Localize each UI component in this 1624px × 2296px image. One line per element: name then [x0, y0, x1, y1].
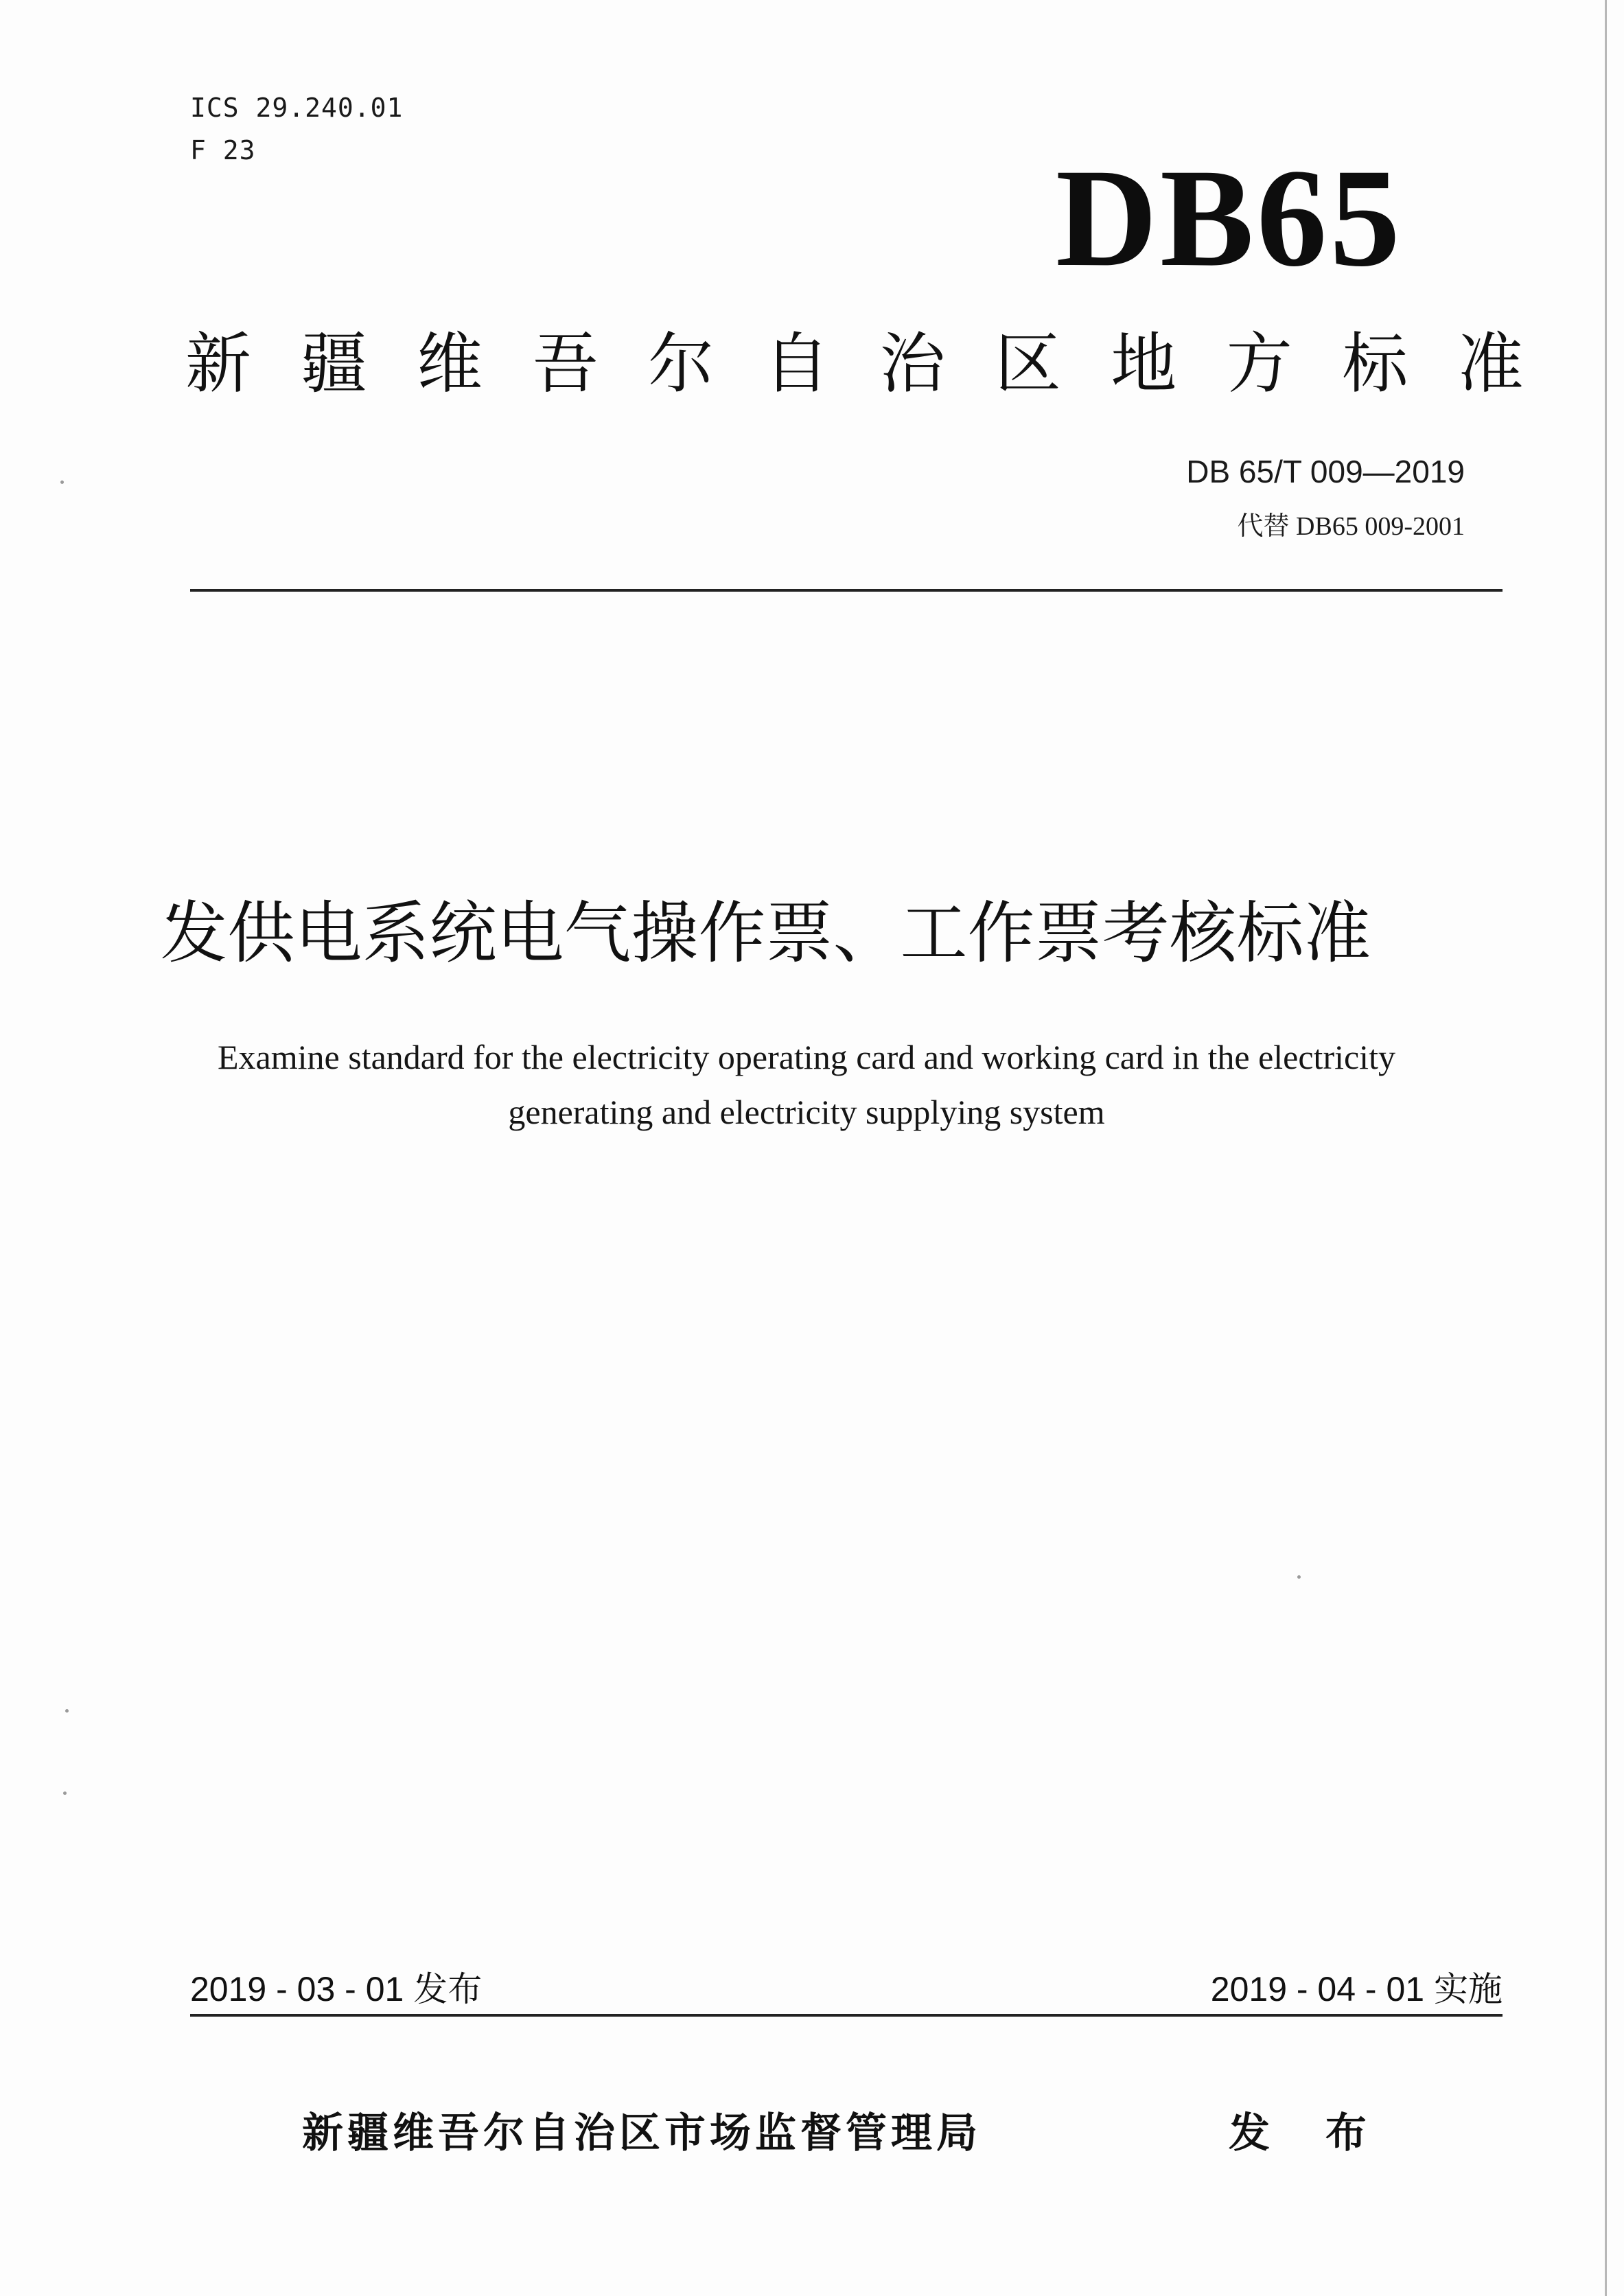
db65-logo: DB65 [1056, 140, 1403, 296]
standard-number: DB 65/T 009—2019 [1186, 454, 1465, 489]
standard-type-char: 维 [417, 325, 483, 402]
standard-type-char: 准 [1457, 325, 1524, 402]
scan-speck [60, 480, 64, 484]
standard-type-char: 区 [995, 325, 1061, 402]
scan-edge-line [1605, 0, 1607, 2296]
implementation-date-label: 实施 [1434, 1969, 1503, 2009]
ics-code: ICS 29.240.01 [190, 93, 404, 123]
standard-type-char: 自 [763, 325, 830, 402]
publish-label: 发 布 [1229, 2109, 1387, 2157]
implementation-date-value: 2019 - 04 - 01 [1210, 1970, 1425, 2008]
implementation-date [1211, 1962, 1503, 2011]
standard-type-char: 新 [185, 325, 251, 402]
english-title-line: Examine standard for the electricity operating card and working card in the electricity [218, 1038, 1395, 1076]
footer-rule [190, 2014, 1503, 2017]
publisher-name: 新疆维吾尔自治区市场监督管理局 [302, 2109, 982, 2157]
chinese-title [0, 892, 1624, 975]
ccs-code: F 23 [190, 135, 256, 165]
standard-type-char: 治 [879, 325, 946, 402]
scan-speck [63, 1791, 67, 1795]
standard-type-char: 吾 [532, 325, 599, 402]
standard-type-heading [185, 323, 1524, 405]
issue-date [190, 1962, 482, 2011]
header-rule [190, 589, 1503, 592]
scan-speck [65, 1709, 69, 1713]
standard-type-char: 地 [1111, 325, 1177, 402]
english-title-line: generating and electricity supplying system [508, 1093, 1105, 1131]
standard-type-char: 尔 [648, 325, 715, 402]
standard-type-char: 疆 [301, 325, 367, 402]
english-title [137, 1030, 1476, 1139]
standard-type-char: 方 [1226, 325, 1292, 402]
scan-speck [1297, 1575, 1301, 1579]
chinese-title-text: 发供电系统电气操作票、工作票考核标准 [160, 894, 1371, 973]
issue-date-label: 发布 [413, 1969, 483, 2009]
issue-date-value: 2019 - 03 - 01 [190, 1970, 404, 2008]
replaces-note: 代替 DB65 009-2001 [1237, 512, 1465, 541]
standard-type-char: 标 [1342, 325, 1408, 402]
